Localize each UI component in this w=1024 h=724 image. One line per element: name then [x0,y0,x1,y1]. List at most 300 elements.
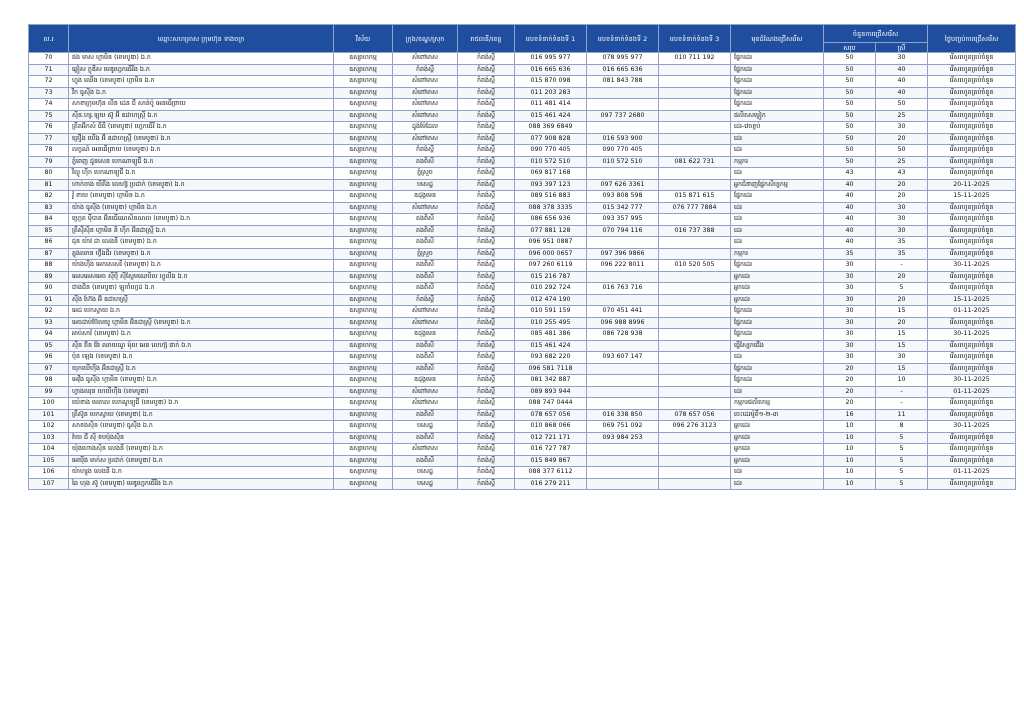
cell-female: 40 [876,87,928,99]
cell-no: 106 [29,467,69,479]
cell-deadline: រើសរហូតគ្រប់ចំនួន [928,156,1016,168]
cell-female: 8 [876,421,928,433]
cell-phone1: 093 397 123 [515,179,587,191]
cell-company: គ្នុងឈាន ហ្វ៊ីងជិរ (ខេមបូឌា) ឯ.ក [69,248,334,260]
cell-total: 20 [824,386,876,398]
header-position: មុខដំណែងជ្រើសរើស [731,25,824,53]
cell-district: ឧដុង្គមេន [393,375,458,387]
cell-phone3 [659,478,731,490]
cell-phone3 [659,237,731,249]
cell-district: កំពង់ស្ពឺ [393,145,458,157]
cell-phone1: 015 461 424 [515,110,587,122]
cell-phone1: 011 203 283 [515,87,587,99]
cell-total: 50 [824,133,876,145]
cell-no: 107 [29,478,69,490]
table-row [29,363,1016,375]
header-sector: វិស័យ [334,25,393,53]
table-row [29,76,1016,88]
cell-district: សំពៅមាស [393,306,458,318]
cell-female: 30 [876,214,928,226]
cell-sector: ឧស្សាហកម្ម [334,444,393,456]
cell-position: ដេរ-វេចខ្ចប់ [731,122,824,134]
cell-deadline: រើសរហូតគ្រប់ចំនួន [928,478,1016,490]
cell-phone1: 016 279 211 [515,478,587,490]
cell-phone1: 069 817 168 [515,168,587,180]
cell-phone3 [659,122,731,134]
cell-total: 50 [824,99,876,111]
cell-phone3 [659,64,731,76]
cell-sector: ឧស្សាហកម្ម [334,133,393,145]
cell-total: 40 [824,225,876,237]
cell-phone3 [659,248,731,260]
cell-district: គងពិសី [393,409,458,421]
cell-sector: ឧស្សាហកម្ម [334,260,393,272]
cell-phone1: 015 461 424 [515,340,587,352]
cell-company: ប៉ុន ឡេង (ខេមបូឌា) ឯ.ក [69,352,334,364]
cell-position: ដេរ [731,237,824,249]
cell-sector: ឧស្សាហកម្ម [334,478,393,490]
cell-deadline: រើសរហូតគ្រប់ចំនួន [928,409,1016,421]
cell-phone3 [659,87,731,99]
cell-female: 15 [876,340,928,352]
cell-phone3: 015 871 615 [659,191,731,203]
cell-province: កំពង់ស្ពឺ [458,386,515,398]
cell-phone2: 078 995 977 [587,53,659,65]
cell-no: 72 [29,76,69,88]
header-province: រាជធានី/ខេត្ត [458,25,515,53]
cell-deadline: រើសរហូតគ្រប់ចំនួន [928,99,1016,111]
cell-district: ឧដុង្គមេន [393,329,458,341]
cell-company: អាប់សាវ៉ (ខេមបូឌា) ឯ.ក [69,329,334,341]
cell-phone3 [659,375,731,387]
cell-phone2 [587,398,659,410]
cell-phone1: 096 951 0887 [515,237,587,249]
cell-female: 20 [876,271,928,283]
cell-position: ដេរ [731,386,824,398]
cell-district: សំពៅមាស [393,317,458,329]
cell-province: កំពង់ស្ពឺ [458,375,515,387]
cell-company: វីក ធូស៊ីង ឯ.ក [69,87,334,99]
cell-sector: ឧស្សាហកម្ម [334,467,393,479]
cell-phone2: 093 984 253 [587,432,659,444]
cell-province: កំពង់ស្ពឺ [458,363,515,375]
cell-phone2: 093 607 147 [587,352,659,364]
cell-company: យ៉ាង ធូស៊ីង (ខេមបូឌា) ហ្គាមិន ឯ.ក [69,202,334,214]
cell-sector: ឧស្សាហកម្ម [334,145,393,157]
cell-company: វិល្លូ ហ៊ីក បេកណាឡូជី ឯ.ក [69,168,334,180]
cell-sector: ឧស្សាហកម្ម [334,202,393,214]
cell-phone1: 010 255 495 [515,317,587,329]
cell-phone1: 093 682 220 [515,352,587,364]
table-row [29,294,1016,306]
cell-phone2: 086 728 938 [587,329,659,341]
cell-district: សំពៅមាស [393,202,458,214]
cell-province: កំពង់ស្ពឺ [458,283,515,295]
cell-phone3 [659,467,731,479]
cell-total: 10 [824,421,876,433]
cell-female: 20 [876,133,928,145]
table-row [29,237,1016,249]
cell-phone2: 069 751 092 [587,421,659,433]
job-vacancy-sheet [28,24,999,490]
cell-province: កំពង់ស្ពឺ [458,214,515,226]
cell-deadline: រើសរហូតគ្រប់ចំនួន [928,352,1016,364]
table-row [29,455,1016,467]
cell-female: 20 [876,317,928,329]
cell-female: 30 [876,53,928,65]
cell-sector: ឧស្សាហកម្ម [334,375,393,387]
cell-no: 81 [29,179,69,191]
cell-district: បសេដ្ឋ [393,421,458,433]
cell-sector: ឧស្សាហកម្ម [334,53,393,65]
cell-company: យ៉ុងហោងស៊ិន លេងនី (ខេមបូឌា) ឯ.ក [69,444,334,456]
cell-female: 11 [876,409,928,421]
cell-district: សំពៅមាស [393,76,458,88]
cell-no: 94 [29,329,69,341]
cell-province: កំពង់ស្ពឺ [458,421,515,433]
cell-phone1: 081 342 887 [515,375,587,387]
table-row [29,191,1016,203]
cell-sector: ឧស្សាហកម្ម [334,156,393,168]
cell-female: 40 [876,64,928,76]
cell-female: 40 [876,76,928,88]
cell-phone2 [587,467,659,479]
cell-female: 5 [876,455,928,467]
cell-total: 10 [824,432,876,444]
cell-total: 20 [824,398,876,410]
cell-district: សំពៅមាស [393,110,458,122]
cell-position: ផ្នែកដេរ [731,260,824,272]
cell-total: 40 [824,202,876,214]
cell-company: យុកឃើហ៊ីង អ៊ិនដាស្ត្រី ឯ.ក [69,363,334,375]
cell-sector: ឧស្សាហកម្ម [334,237,393,249]
cell-company: ត្រីស៊ីស៊ិន ហ្គាមិន និ ហ៊ីក អ៊ិនដាស្ត្រី ឯ.ក [69,225,334,237]
cell-company: ហ្គ្រេត ម៉ឺបាន អ៊ិនធើណេសិនណល (ខេមបូឌា) ឯ.ក [69,214,334,226]
cell-province: កំពង់ស្ពឺ [458,191,515,203]
cell-deadline: 01-11-2025 [928,306,1016,318]
cell-total: 30 [824,340,876,352]
cell-position: ដេរ [731,214,824,226]
cell-total: 50 [824,110,876,122]
cell-phone1: 089 893 944 [515,386,587,398]
cell-deadline: រើសរហូតគ្រប់ចំនួន [928,317,1016,329]
table-row [29,248,1016,260]
cell-sector: ឧស្សាហកម្ម [334,455,393,467]
cell-phone2 [587,363,659,375]
header-vacancy: ចំនួនការជ្រើសរើស [824,25,928,43]
cell-total: 50 [824,64,876,76]
cell-province: កំពង់ស្ពឺ [458,306,515,318]
cell-province: កំពង់ស្ពឺ [458,53,515,65]
cell-district: សំពៅមាស [393,87,458,99]
cell-sector: ឧស្សាហកម្ម [334,409,393,421]
cell-district: កំពង់ស្ពឺ [393,294,458,306]
cell-phone1: 015 849 867 [515,455,587,467]
cell-province: កំពង់ស្ពឺ [458,87,515,99]
cell-company: យ៉េខាង មេតាល បេកណូឡូជី (ខេមបូឌា) ឯ.ក [69,398,334,410]
cell-company: ត្រឹតអ៊ីកស៍ ធីធី (ខេមបូឌា) ហ្វេកធើរី ឯ.ក [69,122,334,134]
cell-deadline: រើសរហូតគ្រប់ចំនួន [928,133,1016,145]
cell-phone1: 088 747 0444 [515,398,587,410]
table-row [29,375,1016,387]
cell-phone1: 012 474 190 [515,294,587,306]
cell-company: អេយ៉ីង មាក់ស ប្រដាក់ (ខេមបូឌា) ឯ.ក [69,455,334,467]
cell-deadline: 01-11-2025 [928,386,1016,398]
cell-deadline: រើសរហូតគ្រប់ចំនួន [928,248,1016,260]
cell-district: គងពិសី [393,363,458,375]
cell-phone1: 088 377 6112 [515,467,587,479]
cell-total: 40 [824,214,876,226]
cell-phone1: 096 581 7118 [515,363,587,375]
cell-phone3 [659,283,731,295]
cell-position: អ្នកដេរ [731,294,824,306]
cell-phone3 [659,398,731,410]
cell-phone3: 081 622 731 [659,156,731,168]
cell-total: 50 [824,53,876,65]
cell-phone1: 010 868 066 [515,421,587,433]
cell-position: ផ្នែកដេរ [731,306,824,318]
cell-total: 30 [824,352,876,364]
cell-no: 75 [29,110,69,122]
cell-phone2 [587,168,659,180]
cell-position: ដេរ [731,478,824,490]
cell-female: 30 [876,202,928,214]
cell-female: 50 [876,99,928,111]
cell-no: 96 [29,352,69,364]
table-row [29,467,1016,479]
cell-deadline: រើសរហូតគ្រប់ចំនួន [928,87,1016,99]
cell-position: ផ្នែកដេរ [731,76,824,88]
header-district: ក្រុង/ខណ្ឌ/ស្រុក [393,25,458,53]
cell-district: គងពិសី [393,432,458,444]
cell-province: កំពង់ស្ពឺ [458,156,515,168]
cell-no: 76 [29,122,69,134]
cell-total: 40 [824,237,876,249]
cell-no: 91 [29,294,69,306]
cell-sector: ឧស្សាហកម្ម [334,191,393,203]
cell-phone3 [659,271,731,283]
cell-province: កំពង់ស្ពឺ [458,478,515,490]
cell-district: កំពង់ស្ពឺ [393,64,458,76]
cell-phone3 [659,145,731,157]
cell-deadline: រើសរហូតគ្រប់ចំនួន [928,398,1016,410]
cell-phone2 [587,87,659,99]
cell-position: ផលិតសម្លៀក [731,110,824,122]
cell-total: 40 [824,191,876,203]
table-row [29,122,1016,134]
cell-company: ជុន យ៉ាវ ដា លេងនី (ខេមបូឌា) ឯ.ក [69,237,334,249]
cell-province: កំពង់ស្ពឺ [458,294,515,306]
table-row [29,156,1016,168]
cell-company: ស៊ីង ហ៊ែង អ៊ិ ឧដាហស្រ្តី [69,294,334,306]
cell-phone3 [659,306,731,318]
cell-deadline: 15-11-2025 [928,191,1016,203]
cell-position: ផ្នែកដេរ [731,375,824,387]
cell-phone1: 078 657 056 [515,409,587,421]
cell-phone3 [659,110,731,122]
cell-no: 82 [29,191,69,203]
cell-district: សំពៅមាស [393,398,458,410]
cell-position: អ្នកជំនាញផ្នែកសិប្បកម្ម [731,179,824,191]
cell-phone2 [587,271,659,283]
cell-phone3 [659,179,731,191]
table-header [29,25,1016,53]
cell-phone1: 077 881 128 [515,225,587,237]
table-row [29,64,1016,76]
cell-phone1: 016 665 636 [515,64,587,76]
cell-phone3 [659,294,731,306]
cell-position: ផ្នែកដេរ [731,99,824,111]
cell-total: 30 [824,329,876,341]
cell-company: វ៉ូ ខាយ (ខេមបូឌា) ហ្គាមិន ឯ.ក [69,191,334,203]
cell-company: យ៉ាងហ៊ីង អេកសេសរី (ខេមបូឌា) ឯ.ក [69,260,334,272]
cell-district: គងពិសី [393,156,458,168]
cell-phone3 [659,168,731,180]
cell-phone3 [659,455,731,467]
cell-no: 101 [29,409,69,421]
cell-female: 30 [876,352,928,364]
cell-province: កំពង់ស្ពឺ [458,340,515,352]
cell-no: 87 [29,248,69,260]
cell-total: 30 [824,294,876,306]
table-row [29,99,1016,111]
cell-female: 43 [876,168,928,180]
cell-no: 85 [29,225,69,237]
cell-phone1: 090 770 405 [515,145,587,157]
cell-district: គងពិសី [393,455,458,467]
cell-sector: ឧស្សាហកម្ម [334,110,393,122]
cell-no: 104 [29,444,69,456]
cell-female: - [876,398,928,410]
cell-female: 5 [876,432,928,444]
cell-phone3 [659,214,731,226]
cell-no: 92 [29,306,69,318]
cell-phone3: 010 520 505 [659,260,731,272]
cell-district: គងពិសី [393,225,458,237]
cell-deadline: រើសរហូតគ្រប់ចំនួន [928,225,1016,237]
cell-total: 50 [824,87,876,99]
cell-province: កំពង់ស្ពឺ [458,352,515,364]
cell-province: កំពង់ស្ពឺ [458,317,515,329]
header-no: ល.រ [29,25,69,53]
cell-phone2: 016 338 850 [587,409,659,421]
cell-position: ដេរ [731,352,824,364]
cell-deadline: រើសរហូតគ្រប់ចំនួន [928,214,1016,226]
table-row [29,306,1016,318]
cell-phone2: 015 342 777 [587,202,659,214]
cell-company: ឆ្លៀស ក្លូឌីស មេឌូហ្វេកធើរីង ឯ.ក [69,64,334,76]
cell-position: កម្មករផលិតកម្ម [731,398,824,410]
cell-no: 77 [29,133,69,145]
cell-no: 93 [29,317,69,329]
cell-district: បសេដ្ឋ [393,179,458,191]
cell-female: 15 [876,306,928,318]
cell-phone3: 016 737 388 [659,225,731,237]
cell-phone3: 096 276 3123 [659,421,731,433]
cell-province: កំពង់ស្ពឺ [458,455,515,467]
cell-company: អេចដាប់ប៊ែលយូ ហ្គាមិន អ៊ិនដាស្ត្រី (ខេមបូឌា) ឯ.ក [69,317,334,329]
cell-no: 97 [29,363,69,375]
cell-position: ធ្វើស្បែកជើង [731,340,824,352]
cell-phone1: 085 481 386 [515,329,587,341]
cell-deadline: រើសរហូតគ្រប់ចំនួន [928,110,1016,122]
cell-phone3 [659,386,731,398]
cell-company: អេសអេសអេច ស៊ីប៉ី ស៊ីស្ទែមណេបិល ហ្វូលីង ឯ.ក [69,271,334,283]
cell-province: កំពង់ស្ពឺ [458,467,515,479]
cell-district: គងពិសី [393,271,458,283]
cell-sector: ឧស្សាហកម្ម [334,271,393,283]
cell-phone1: 016 727 787 [515,444,587,456]
cell-province: កំពង់ស្ពឺ [458,225,515,237]
cell-district: បសេដ្ឋ [393,478,458,490]
cell-district: គងពិសី [393,340,458,352]
table-row [29,145,1016,157]
cell-deadline: រើសរហូតគ្រប់ចំនួន [928,53,1016,65]
cell-no: 73 [29,87,69,99]
cell-sector: ឧស្សាហកម្ម [334,64,393,76]
cell-sector: ឧស្សាហកម្ម [334,76,393,88]
cell-phone1: 077 908 828 [515,133,587,145]
cell-phone3 [659,317,731,329]
cell-female: 20 [876,179,928,191]
cell-district: ភ្នំស្រួច [393,168,458,180]
cell-district: សំពៅមាស [393,386,458,398]
table-row [29,179,1016,191]
cell-sector: ឧស្សាហកម្ម [334,329,393,341]
cell-company: ត្រីស៊ូន បេកស្វាយ (ខេមបូឌា) ឯ.ក [69,409,334,421]
cell-province: កំពង់ស្ពឺ [458,122,515,134]
cell-total: 30 [824,283,876,295]
cell-phone1: 010 292 724 [515,283,587,295]
cell-province: កំពង់ស្ពឺ [458,432,515,444]
cell-position: ដេរ [731,225,824,237]
cell-company: អេដ បេកស្វាយ ឯ.ក [69,306,334,318]
cell-female: 20 [876,294,928,306]
cell-female: - [876,386,928,398]
cell-district: គងពិសី [393,283,458,295]
cell-company: វ៉ាយ ជី ស៊ី ខបប៉ុងស៊ិន [69,432,334,444]
cell-district: គងពិសី [393,260,458,272]
cell-deadline: រើសរហូតគ្រប់ចំនួន [928,202,1016,214]
cell-phone3 [659,352,731,364]
cell-total: 16 [824,409,876,421]
cell-female: 20 [876,191,928,203]
cell-female: 5 [876,444,928,456]
cell-total: 50 [824,156,876,168]
cell-female: 15 [876,329,928,341]
cell-deadline: រើសរហូតគ្រប់ចំនួន [928,455,1016,467]
cell-phone2: 016 593 900 [587,133,659,145]
cell-position: ផ្នែកដេរ [731,317,824,329]
cell-deadline: 01-11-2025 [928,467,1016,479]
cell-company: ហ្វាងឈុន ហេបើហ៊ីង (ខេមបូឌា) [69,386,334,398]
cell-phone3: 076 777 7884 [659,202,731,214]
cell-province: កំពង់ស្ពឺ [458,179,515,191]
cell-no: 84 [29,214,69,226]
cell-province: កំពង់ស្ពឺ [458,76,515,88]
cell-sector: ឧស្សាហកម្ម [334,225,393,237]
table-row [29,214,1016,226]
cell-phone2: 090 770 405 [587,145,659,157]
cell-no: 79 [29,156,69,168]
job-vacancy-table [28,24,1016,490]
cell-district: សំពៅមាស [393,53,458,65]
table-row [29,202,1016,214]
cell-province: កំពង់ស្ពឺ [458,260,515,272]
cell-deadline: 30-11-2025 [928,260,1016,272]
cell-phone2 [587,455,659,467]
cell-deadline: រើសរហូតគ្រប់ចំនួន [928,432,1016,444]
